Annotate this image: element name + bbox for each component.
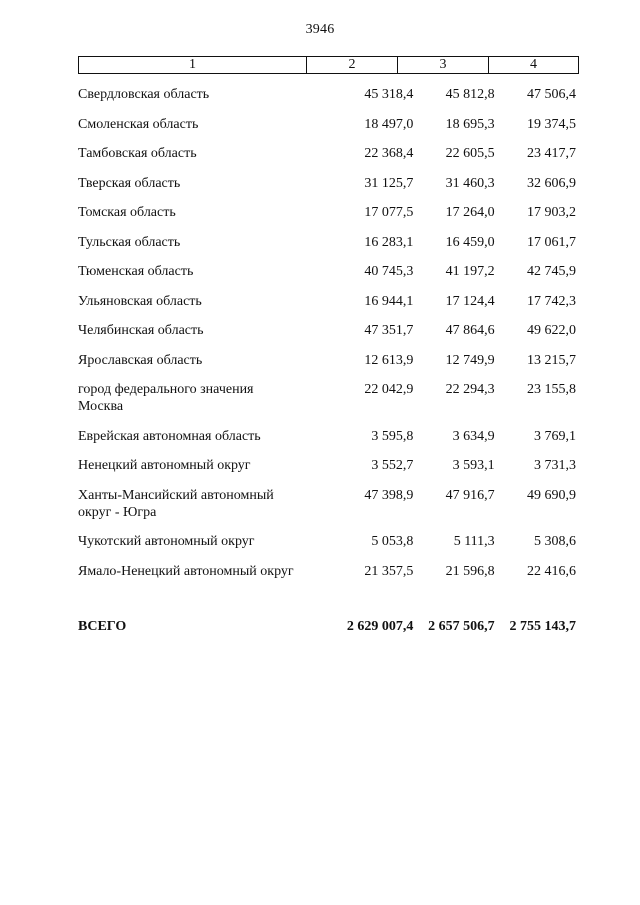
table-row [78,204,576,221]
region-table-body [78,86,576,592]
value-col-2: 3 595,8 [371,428,414,444]
total-label: ВСЕГО [78,619,127,634]
table-row [78,533,576,550]
value-col-4: 19 374,5 [527,116,576,132]
value-col-4: 47 506,4 [527,87,576,102]
region-name: город федерального значения Москва [78,382,254,414]
value-col-4: 17 903,2 [527,205,576,220]
region-name: Чукотский автономный округ [78,534,255,549]
value-col-2: 5 053,8 [371,534,414,549]
region-name: Тульская область [78,234,181,250]
value-col-4: 42 745,9 [527,264,576,279]
value-col-3: 45 812,8 [445,87,495,102]
value-col-2: 18 497,0 [364,116,414,132]
value-col-2: 47 351,7 [364,323,414,338]
value-col-2: 3 552,7 [371,458,414,473]
table-row [78,116,576,133]
region-name: Свердловская область [78,87,210,102]
value-col-3: 18 695,3 [445,116,495,132]
value-col-2: 21 357,5 [364,563,414,579]
total-col-3: 2 657 506,7 [428,619,495,634]
value-col-3: 3 634,9 [452,428,495,444]
header-col-2: 2 [307,57,398,74]
value-col-3: 22 294,3 [445,382,495,397]
value-col-3: 17 264,0 [445,205,495,220]
value-col-2: 22 368,4 [364,146,414,161]
table-row [78,563,576,580]
header-col-4: 4 [489,57,579,74]
table-row [78,457,576,474]
table-row [78,487,576,521]
value-col-3: 3 593,1 [452,458,495,473]
region-name: Тюменская область [78,264,194,279]
table-row [78,263,576,280]
value-col-3: 41 197,2 [445,264,495,279]
table-row [78,381,576,415]
region-name: Ханты-Мансийский автономный округ - Югра [78,487,274,520]
table-row [78,175,576,192]
value-col-2: 47 398,9 [364,487,414,503]
value-col-2: 16 283,1 [364,234,414,250]
region-name: Томская область [78,205,176,220]
header-row [79,57,579,74]
value-col-2: 22 042,9 [364,382,414,397]
value-col-3: 21 596,8 [445,563,495,579]
total-col-4: 2 755 143,7 [509,619,576,634]
value-col-4: 32 606,9 [527,175,576,191]
region-name: Тамбовская область [78,146,197,161]
table-row [78,86,576,103]
table-row [78,352,576,369]
value-col-3: 47 916,7 [445,487,495,503]
value-col-4: 13 215,7 [527,352,576,368]
region-name: Ульяновская область [78,293,202,309]
table-row [78,293,576,310]
value-col-4: 17 742,3 [527,293,576,309]
value-col-2: 40 745,3 [364,264,414,279]
total-col-2: 2 629 007,4 [346,619,414,634]
value-col-3: 31 460,3 [445,175,495,191]
region-name: Ненецкий автономный округ [78,458,251,473]
value-col-3: 47 864,6 [445,323,495,338]
value-col-2: 31 125,7 [364,175,414,191]
value-col-2: 17 077,5 [364,205,414,220]
region-name: Еврейская автономная область [78,428,261,444]
value-col-3: 22 605,5 [445,146,495,161]
value-col-3: 17 124,4 [445,293,495,309]
page-number: 3946 [305,22,335,37]
region-name: Ямало-Ненецкий автономный округ [78,563,294,579]
value-col-3: 12 749,9 [445,352,495,368]
value-col-2: 12 613,9 [364,352,414,368]
table-row [78,145,576,162]
region-name: Ярославская область [78,352,203,368]
value-col-4: 49 622,0 [527,323,576,338]
value-col-4: 3 731,3 [534,458,576,473]
value-col-2: 16 944,1 [364,293,414,309]
header-col-1: 1 [79,57,307,74]
value-col-2: 45 318,4 [364,87,414,102]
table-row [78,322,576,339]
value-col-3: 5 111,3 [453,534,495,549]
value-col-3: 16 459,0 [445,234,495,250]
total-row [78,618,576,635]
region-name: Челябинская область [78,323,204,338]
table-row [78,234,576,251]
value-col-4: 23 417,7 [527,146,576,161]
value-col-4: 3 769,1 [534,428,576,444]
value-col-4: 22 416,6 [527,563,576,579]
value-col-4: 5 308,6 [534,534,576,549]
column-number-header [78,56,579,74]
value-col-4: 17 061,7 [527,234,576,250]
region-name: Тверская область [78,175,181,191]
value-col-4: 49 690,9 [527,487,576,503]
value-col-4: 23 155,8 [527,382,576,397]
header-col-3: 3 [398,57,489,74]
table-row [78,428,576,445]
region-name: Смоленская область [78,116,199,132]
